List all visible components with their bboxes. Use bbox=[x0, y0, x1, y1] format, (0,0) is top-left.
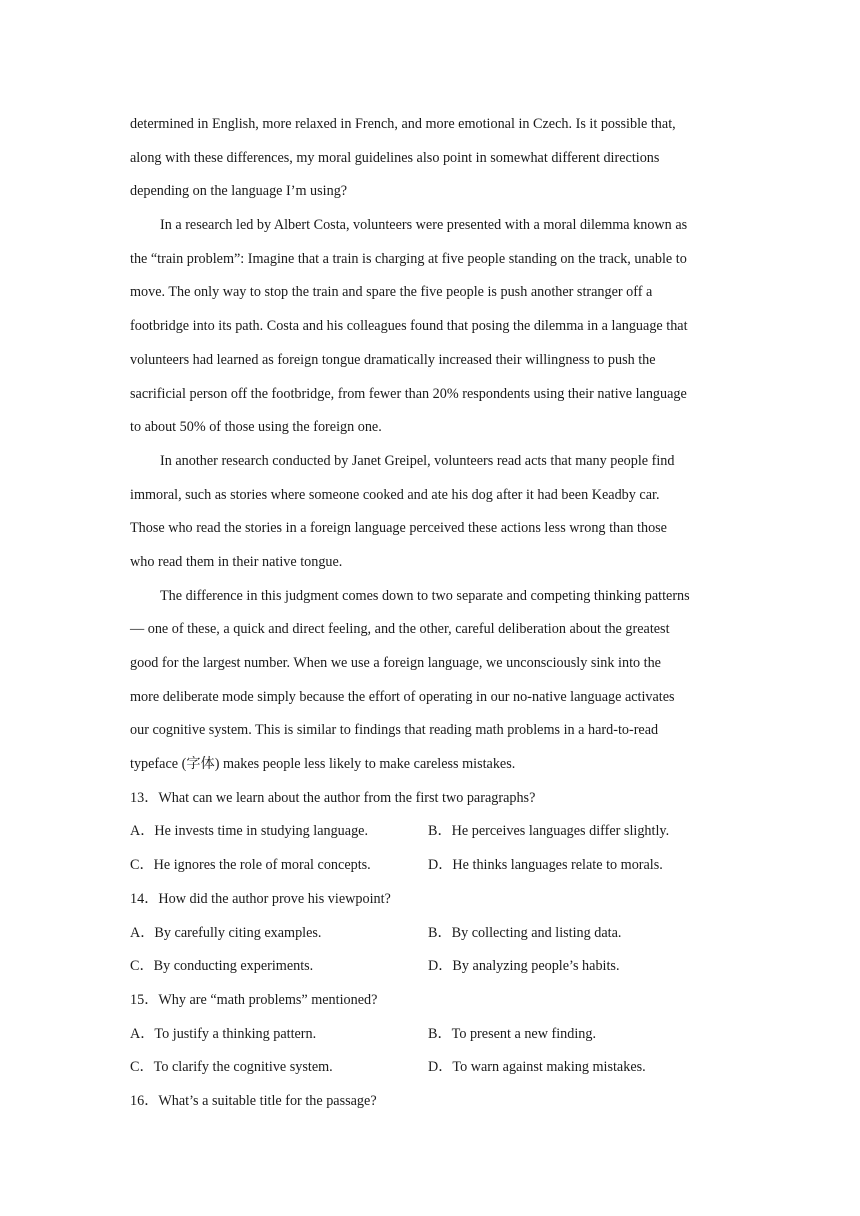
text-line: Those who read the stories in a foreign language perceived these actions less wrong than those bbox=[130, 520, 667, 537]
text-line: The difference in this judgment comes down to two separate and competing thinking patterns bbox=[160, 587, 690, 604]
paragraph-2 bbox=[130, 209, 730, 445]
option-a: A．To justify a thinking pattern. bbox=[130, 1025, 317, 1042]
option-c: C．By conducting experiments. bbox=[130, 958, 314, 975]
question-14 bbox=[130, 883, 730, 984]
question-15 bbox=[130, 984, 730, 1085]
question-16 bbox=[130, 1085, 730, 1119]
paragraph-1 bbox=[130, 108, 730, 209]
text-line: sacrificial person off the footbridge, from fewer than 20% respondents using their native language bbox=[130, 385, 687, 402]
options-row bbox=[130, 849, 730, 883]
option-a: A．He invests time in studying language. bbox=[130, 823, 369, 840]
text-line: typeface (字体) makes people less likely to make careless mistakes. bbox=[130, 756, 516, 773]
text-line: more deliberate mode simply because the effort of operating in our no-native language activates bbox=[130, 688, 675, 705]
question-stem: 14．How did the author prove his viewpoint? bbox=[130, 890, 391, 907]
option-b: B．By collecting and listing data. bbox=[428, 924, 622, 941]
text-line: who read them in their native tongue. bbox=[130, 553, 343, 570]
text-line: footbridge into its path. Costa and his colleagues found that posing the dilemma in a language that bbox=[130, 318, 688, 335]
option-d: D．He thinks languages relate to morals. bbox=[428, 857, 663, 874]
question-13 bbox=[130, 782, 730, 883]
paragraph-4 bbox=[130, 580, 730, 782]
option-d: D．To warn against making mistakes. bbox=[428, 1059, 646, 1076]
options-row bbox=[130, 1051, 730, 1085]
option-a: A．By carefully citing examples. bbox=[130, 924, 322, 941]
options-row bbox=[130, 815, 730, 849]
option-b: B．He perceives languages differ slightly. bbox=[428, 823, 670, 840]
paragraph-3 bbox=[130, 445, 730, 580]
option-d: D．By analyzing people’s habits. bbox=[428, 958, 620, 975]
text-line: In another research conducted by Janet Greipel, volunteers read acts that many people find bbox=[160, 452, 675, 469]
options-row bbox=[130, 1018, 730, 1052]
option-b: B．To present a new finding. bbox=[428, 1025, 597, 1042]
text-line: volunteers had learned as foreign tongue dramatically increased their willingness to push the bbox=[130, 351, 656, 368]
question-stem: 16．What’s a suitable title for the passage? bbox=[130, 1092, 377, 1109]
text-line: determined in English, more relaxed in French, and more emotional in Czech. Is it possible that, bbox=[130, 116, 676, 132]
text-line: to about 50% of those using the foreign one. bbox=[130, 419, 382, 436]
options-row bbox=[130, 917, 730, 951]
document-page bbox=[130, 108, 730, 1119]
text-line: our cognitive system. This is similar to findings that reading math problems in a hard-to-read bbox=[130, 722, 659, 739]
text-line: — one of these, a quick and direct feeling, and the other, careful deliberation about the greatest bbox=[130, 621, 670, 638]
question-stem: 15．Why are “math problems” mentioned? bbox=[130, 991, 378, 1008]
option-c: C．He ignores the role of moral concepts. bbox=[130, 857, 371, 874]
text-line: along with these differences, my moral guidelines also point in somewhat different directions bbox=[130, 149, 660, 166]
text-line: good for the largest number. When we use a foreign language, we unconsciously sink into the bbox=[130, 655, 661, 671]
text-line: In a research led by Albert Costa, volunteers were presented with a moral dilemma known as bbox=[160, 217, 688, 234]
text-line: the “train problem”: Imagine that a train is charging at five people standing on the track, unable to bbox=[130, 250, 687, 267]
text-line: immoral, such as stories where someone cooked and ate his dog after it had been Keadby car. bbox=[130, 486, 660, 503]
question-stem: 13．What can we learn about the author from the first two paragraphs? bbox=[130, 789, 536, 806]
text-line: move. The only way to stop the train and spare the five people is push another stranger off a bbox=[130, 284, 653, 301]
options-row bbox=[130, 950, 730, 984]
text-line: depending on the language I’m using? bbox=[130, 183, 348, 200]
option-c: C．To clarify the cognitive system. bbox=[130, 1059, 333, 1076]
